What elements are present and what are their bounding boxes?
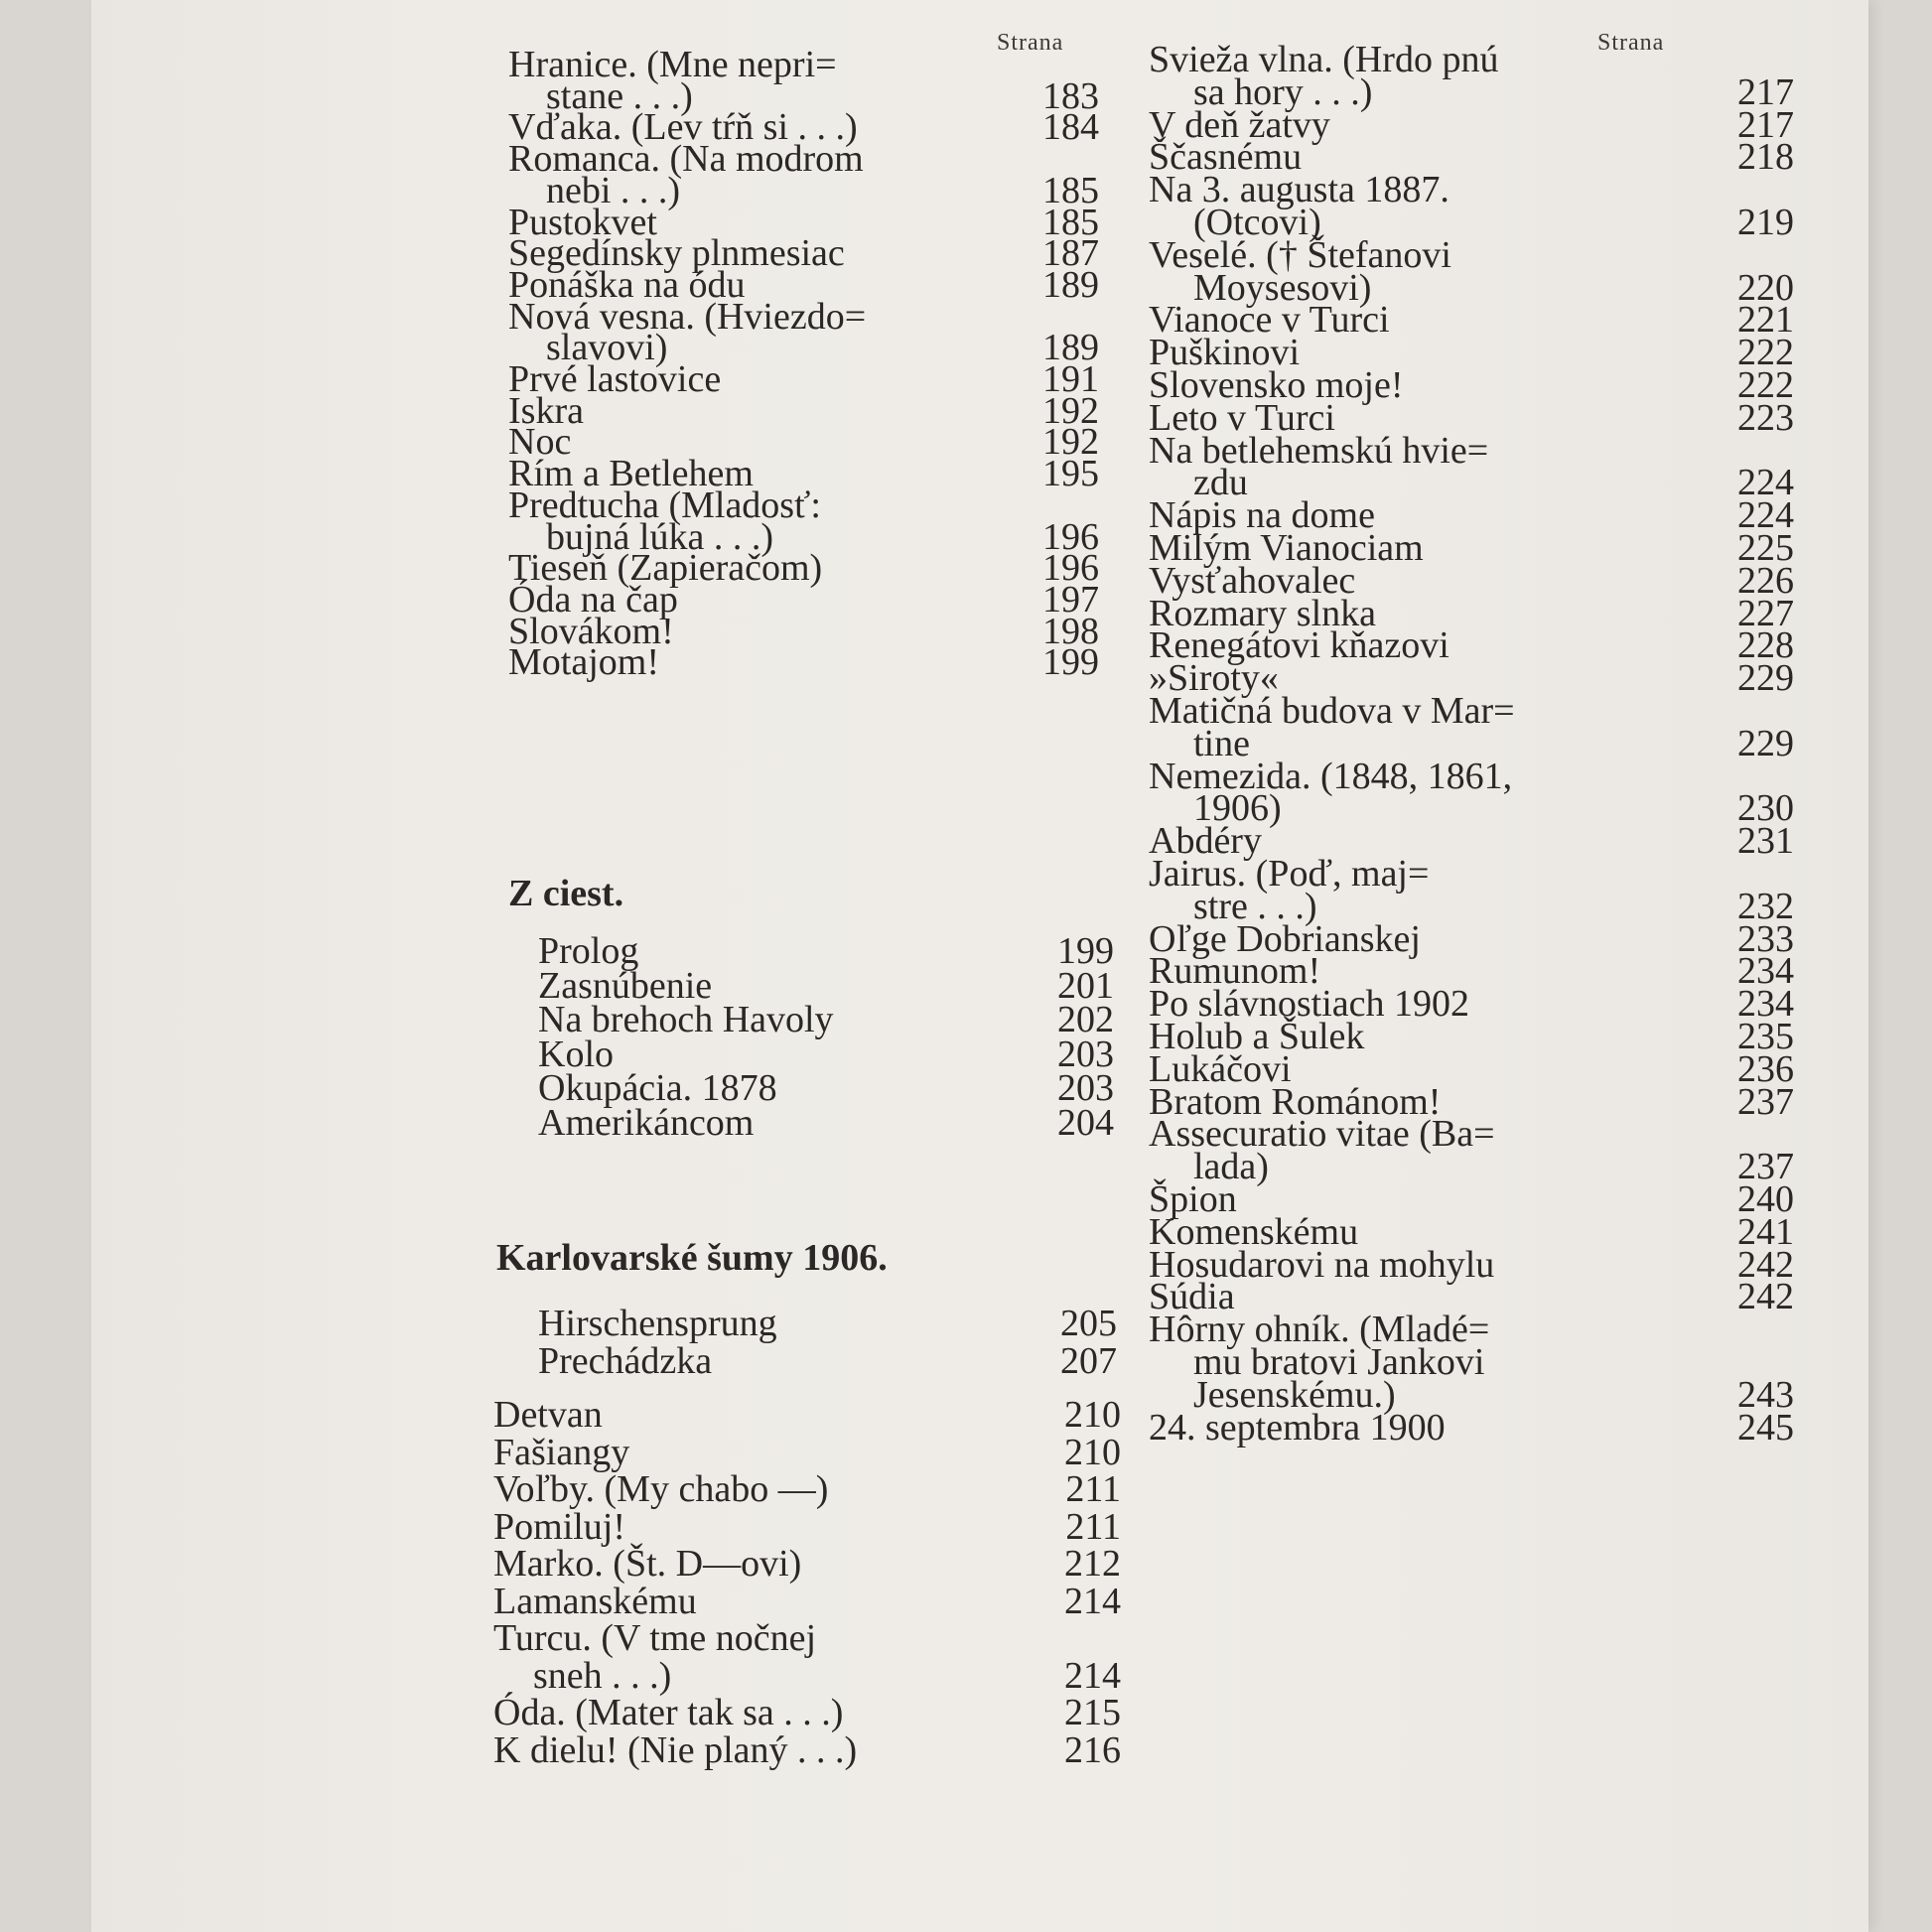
toc-page-number: 226 [1737, 559, 1794, 602]
toc-entry-title: tine [1193, 722, 1250, 764]
toc-page-number: 217 [1737, 103, 1794, 146]
toc-entry-title: Vianoce v Turci [1149, 299, 1390, 342]
toc-page-number: 236 [1737, 1047, 1794, 1090]
toc-entry-title: sa hory . . .) [1193, 70, 1373, 113]
toc-page-number: 185 [1042, 201, 1099, 243]
toc-entry-title: Svieža vlna. (Hrdo pnú [1149, 39, 1499, 80]
toc-page-number: 220 [1737, 266, 1794, 309]
toc-entry-title: Matičná budova v Mar= [1149, 690, 1515, 732]
toc-entry-title: V deň žatvy [1149, 103, 1330, 146]
toc-page-number: 203 [1057, 1033, 1114, 1075]
toc-entry-title: Tieseň (Zapieračom) [508, 547, 823, 590]
toc-entry-title: Prvé lastovice [508, 358, 722, 400]
toc-entry-title: Hôrny ohník. (Mladé= [1149, 1309, 1490, 1351]
toc-page-number: 229 [1737, 657, 1794, 700]
toc-entry-title: Moysesovi) [1193, 266, 1372, 309]
toc-page-number: 222 [1737, 332, 1794, 374]
toc-entry-title: Po slávnostiach 1902 [1149, 983, 1469, 1026]
toc-page-number: 191 [1042, 358, 1099, 400]
toc-page-number: 237 [1737, 1080, 1794, 1123]
book-page [91, 0, 1868, 1932]
toc-entry-title: Fašiangy [493, 1431, 630, 1473]
toc-page-number: 241 [1737, 1210, 1794, 1253]
toc-entry-title: Okupácia. 1878 [538, 1067, 777, 1109]
toc-page-number: 201 [1057, 964, 1114, 1007]
toc-entry-title: Renegátovi kňazovi [1149, 624, 1449, 667]
toc-entry-title: K dielu! (Nie planý . . .) [493, 1728, 858, 1771]
toc-entry-title: Vysťahovalec [1149, 559, 1356, 602]
toc-page-number: 207 [1060, 1340, 1117, 1382]
toc-page-number: 234 [1737, 983, 1794, 1026]
toc-page-number: 197 [1042, 578, 1099, 621]
column-header-strana: Strana [1597, 30, 1665, 56]
toc-page-number: 215 [1064, 1692, 1121, 1733]
toc-page-number: 192 [1042, 421, 1099, 464]
toc-page-number: 189 [1042, 327, 1099, 369]
toc-entry-title: Slovákom! [508, 610, 674, 652]
toc-entry-title: Na brehoch Havoly [538, 999, 834, 1040]
toc-entry-title: 1906) [1193, 787, 1282, 830]
toc-entry-title: Iskra [508, 389, 584, 432]
toc-entry-title: Leto v Turci [1149, 396, 1335, 439]
toc-entry-title: 24. septembra 1900 [1149, 1406, 1446, 1449]
toc-page-number: 224 [1737, 494, 1794, 537]
toc-page-number: 225 [1737, 527, 1794, 569]
toc-page-number: 216 [1064, 1728, 1121, 1771]
toc-entry-title: Rumunom! [1149, 950, 1321, 993]
toc-entry-title: Nápis na dome [1149, 494, 1375, 537]
toc-page-number: 192 [1042, 389, 1099, 432]
toc-page-number: 245 [1737, 1406, 1794, 1449]
toc-entry-title: sneh . . .) [533, 1654, 672, 1697]
toc-entry-title: Amerikáncom [538, 1101, 755, 1144]
toc-page-number: 234 [1737, 950, 1794, 993]
toc-entry-title: Zasnúbenie [538, 964, 713, 1007]
toc-page-number: 221 [1737, 299, 1794, 342]
toc-entry-title: Nová vesna. (Hviezdo= [508, 295, 867, 338]
toc-page-number: 211 [1065, 1505, 1121, 1548]
toc-entry-title: Detvan [493, 1394, 603, 1436]
toc-entry-title: Voľby. (My chabo —) [493, 1468, 829, 1510]
toc-page-number: 230 [1737, 787, 1794, 830]
toc-page-number: 214 [1064, 1580, 1121, 1622]
toc-entry-title: Nemezida. (1848, 1861, [1149, 755, 1513, 797]
toc-page-number: 183 [1042, 74, 1099, 117]
toc-entry-title: stane . . .) [546, 74, 693, 117]
toc-page-number: 211 [1065, 1468, 1121, 1510]
toc-entry-title: Assecuratio vitae (Ba= [1149, 1113, 1495, 1156]
toc-page-number: 199 [1042, 641, 1099, 684]
toc-entry-title: (Otcovi) [1193, 202, 1321, 243]
toc-page-number: 210 [1064, 1394, 1121, 1436]
toc-entry-title: bujná lúka . . .) [546, 515, 774, 558]
toc-entry-title: Turcu. (V tme nočnej [493, 1617, 817, 1659]
toc-entry-title: nebi . . .) [546, 169, 681, 211]
toc-page-number: 217 [1737, 70, 1794, 113]
toc-entry-title: Óda na čap [508, 578, 678, 621]
toc-entry-title: Noc [508, 421, 572, 464]
toc-entry-title: »Siroty« [1149, 657, 1279, 700]
toc-entry-title: Slovensko moje! [1149, 364, 1404, 406]
toc-entry-title: mu bratovi Jankovi [1193, 1341, 1485, 1383]
toc-page-number: 199 [1057, 930, 1114, 972]
toc-entry-title: Predtucha (Mladosť: [508, 483, 821, 526]
toc-entry-title: Abdéry [1149, 820, 1262, 863]
toc-entry-title: Kolo [538, 1033, 614, 1075]
toc-entry-title: Segedínsky plnmesiac [508, 232, 845, 275]
toc-entry-title: Puškinovi [1149, 332, 1301, 374]
toc-entry-title: Óda. (Mater tak sa . . .) [493, 1692, 844, 1733]
toc-entry-title: Jesenskému.) [1193, 1373, 1396, 1416]
toc-entry-title: Na 3. augusta 1887. [1149, 169, 1449, 211]
toc-entry-title: Milým Vianociam [1149, 527, 1424, 569]
toc-entry-title: slavovi) [546, 327, 668, 369]
toc-entry-title: Prolog [538, 930, 639, 972]
toc-page-number: 224 [1737, 462, 1794, 504]
toc-page-number: 228 [1737, 624, 1794, 667]
toc-entry-title: Hosudarovi na mohylu [1149, 1243, 1495, 1286]
toc-page-number: 185 [1042, 169, 1099, 211]
toc-entry-title: Holub a Šulek [1149, 1016, 1365, 1057]
toc-page-number: 189 [1042, 263, 1099, 306]
toc-page-number: 219 [1737, 202, 1794, 243]
toc-entry-title: Ščasnému [1149, 136, 1303, 179]
toc-page-number: 202 [1057, 999, 1114, 1040]
toc-entry-title: Súdia [1149, 1276, 1235, 1318]
toc-entry-title: Rozmary slnka [1149, 592, 1377, 634]
toc-entry-title: Lukáčovi [1149, 1047, 1292, 1090]
toc-entry-title: Jairus. (Poď, maj= [1149, 853, 1430, 895]
toc-page-number: 240 [1737, 1178, 1794, 1220]
toc-page-number: 231 [1737, 820, 1794, 863]
toc-entry-title: Rím a Betlehem [508, 453, 754, 495]
toc-page-number: 222 [1737, 364, 1794, 406]
toc-page-number: 203 [1057, 1067, 1114, 1109]
toc-entry-title: Pustokvet [508, 201, 657, 243]
column-header-strana: Strana [997, 30, 1064, 56]
toc-page-number: 237 [1737, 1146, 1794, 1188]
section-heading: Karlovarské šumy 1906. [496, 1237, 888, 1279]
toc-entry-title: Bratom Románom! [1149, 1080, 1442, 1123]
toc-page-number: 232 [1737, 885, 1794, 927]
toc-entry-title: Hranice. (Mne nepri= [508, 44, 837, 85]
toc-entry-title: Hirschensprung [538, 1303, 777, 1344]
toc-page-number: 242 [1737, 1276, 1794, 1318]
toc-page-number: 223 [1737, 396, 1794, 439]
toc-entry-title: Na betlehemskú hvie= [1149, 429, 1489, 472]
toc-page-number: 184 [1042, 106, 1099, 149]
toc-entry-title: Pomiluj! [493, 1505, 626, 1548]
toc-page-number: 210 [1064, 1431, 1121, 1473]
toc-entry-title: Oľge Dobrianskej [1149, 917, 1421, 960]
toc-entry-title: Komenskému [1149, 1210, 1359, 1253]
toc-entry-title: Marko. (Št. D—ovi) [493, 1543, 802, 1585]
toc-entry-title: Lamanskému [493, 1580, 697, 1622]
toc-page-number: 243 [1737, 1373, 1794, 1416]
toc-entry-title: Prechádzka [538, 1340, 713, 1382]
toc-page-number: 214 [1064, 1654, 1121, 1697]
toc-entry-title: Špion [1149, 1178, 1237, 1220]
toc-entry-title: lada) [1193, 1146, 1269, 1188]
toc-page-number: 212 [1064, 1543, 1121, 1585]
toc-entry-title: Vďaka. (Lev tŕň si . . .) [508, 106, 858, 149]
toc-page-number: 242 [1737, 1243, 1794, 1286]
toc-page-number: 227 [1737, 592, 1794, 634]
toc-page-number: 196 [1042, 547, 1099, 590]
toc-entry-title: stre . . .) [1193, 885, 1317, 927]
toc-entry-title: Veselé. († Štefanovi [1149, 233, 1451, 276]
toc-page-number: 204 [1057, 1101, 1114, 1144]
toc-page-number: 218 [1737, 136, 1794, 179]
toc-entry-title: Motajom! [508, 641, 659, 684]
toc-entry-title: Ponáška na ódu [508, 263, 746, 306]
section-heading: Z ciest. [508, 873, 624, 914]
toc-page-number: 233 [1737, 917, 1794, 960]
toc-page-number: 196 [1042, 515, 1099, 558]
toc-page-number: 229 [1737, 722, 1794, 764]
toc-page-number: 205 [1060, 1303, 1117, 1344]
toc-page-number: 198 [1042, 610, 1099, 652]
toc-entry-title: Romanca. (Na modrom [508, 138, 864, 181]
toc-entry-title: zdu [1193, 462, 1248, 504]
toc-page-number: 235 [1737, 1016, 1794, 1057]
toc-page-number: 187 [1042, 232, 1099, 275]
toc-page-number: 195 [1042, 453, 1099, 495]
